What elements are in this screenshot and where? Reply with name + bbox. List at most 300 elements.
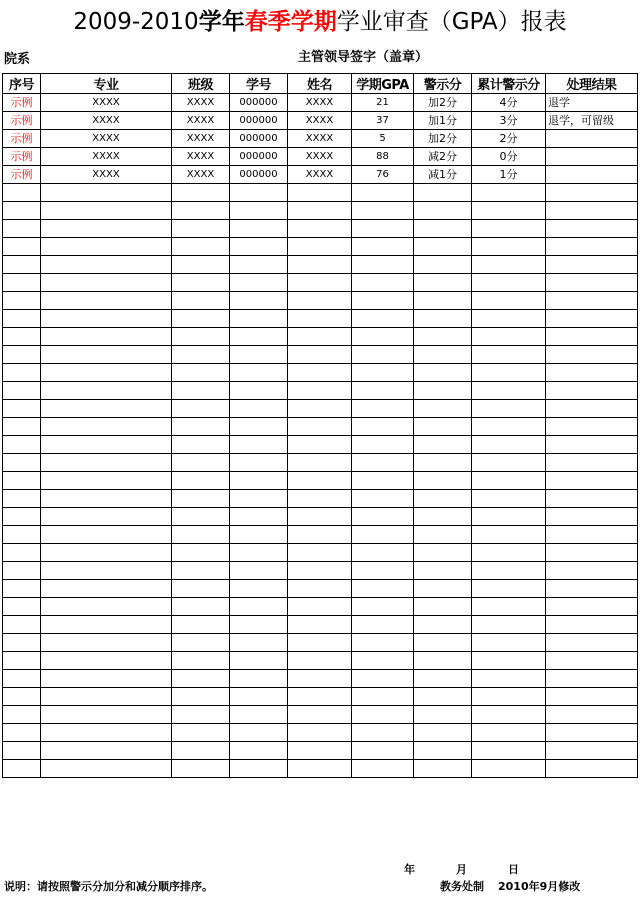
cell-seq: [3, 508, 41, 526]
table-row: [3, 634, 638, 652]
cell-major: [41, 184, 172, 202]
cell-warning: [414, 328, 472, 346]
cell-seq: 示例: [3, 94, 41, 112]
cell-warning: [414, 598, 472, 616]
cell-major: [41, 688, 172, 706]
cell-seq: [3, 616, 41, 634]
cell-major: [41, 724, 172, 742]
signature-label: 主管领导签字（盖章）: [298, 50, 429, 65]
cell-seq: [3, 724, 41, 742]
cell-seq: [3, 544, 41, 562]
cell-cumulative: [472, 328, 546, 346]
cell-result: [546, 364, 638, 382]
table-row: [3, 526, 638, 544]
cell-name: [288, 274, 352, 292]
col-header-student-id: 学号: [230, 74, 288, 94]
cell-student-id: [230, 616, 288, 634]
cell-name: [288, 634, 352, 652]
cell-warning: [414, 706, 472, 724]
table-row: [3, 472, 638, 490]
cell-seq: [3, 472, 41, 490]
cell-gpa: [352, 202, 414, 220]
cell-result: [546, 184, 638, 202]
cell-major: [41, 202, 172, 220]
cell-warning: [414, 382, 472, 400]
cell-gpa: [352, 724, 414, 742]
cell-result: [546, 274, 638, 292]
cell-warning: [414, 454, 472, 472]
cell-student-id: [230, 634, 288, 652]
cell-cumulative: [472, 562, 546, 580]
cell-gpa: [352, 706, 414, 724]
cell-gpa: [352, 490, 414, 508]
cell-cumulative: [472, 544, 546, 562]
cell-student-id: [230, 346, 288, 364]
cell-name: [288, 328, 352, 346]
cell-cumulative: [472, 598, 546, 616]
cell-warning: [414, 616, 472, 634]
cell-class: [172, 184, 230, 202]
cell-name: [288, 202, 352, 220]
cell-class: [172, 742, 230, 760]
table-row: [3, 166, 638, 184]
cell-gpa: [352, 544, 414, 562]
cell-warning: [414, 634, 472, 652]
cell-student-id: [230, 544, 288, 562]
cell-result: [546, 166, 638, 184]
cell-result: [546, 472, 638, 490]
cell-cumulative: [472, 202, 546, 220]
cell-class: [172, 328, 230, 346]
cell-student-id: [230, 652, 288, 670]
cell-name: [288, 292, 352, 310]
cell-class: [172, 418, 230, 436]
table-row: [3, 742, 638, 760]
cell-student-id: [230, 688, 288, 706]
cell-student-id: [230, 580, 288, 598]
cell-class: XXXX: [172, 166, 230, 184]
cell-gpa: [352, 652, 414, 670]
cell-class: XXXX: [172, 112, 230, 130]
cell-gpa: [352, 274, 414, 292]
table-row: [3, 310, 638, 328]
cell-student-id: [230, 220, 288, 238]
table-row: [3, 688, 638, 706]
cell-gpa: [352, 688, 414, 706]
cell-major: [41, 400, 172, 418]
cell-name: [288, 400, 352, 418]
cell-major: [41, 346, 172, 364]
cell-major: [41, 670, 172, 688]
cell-seq: [3, 706, 41, 724]
title-year: 2009-2010: [73, 9, 199, 35]
table-row: [3, 544, 638, 562]
table-row: [3, 346, 638, 364]
cell-result: [546, 526, 638, 544]
table-row: [3, 274, 638, 292]
cell-class: [172, 508, 230, 526]
cell-gpa: [352, 508, 414, 526]
cell-seq: [3, 760, 41, 778]
cell-gpa: [352, 526, 414, 544]
cell-class: [172, 346, 230, 364]
cell-seq: [3, 400, 41, 418]
cell-student-id: [230, 562, 288, 580]
cell-result: [546, 256, 638, 274]
date-line: [404, 861, 560, 877]
cell-name: [288, 688, 352, 706]
cell-result: [546, 724, 638, 742]
cell-cumulative: [472, 652, 546, 670]
cell-seq: [3, 274, 41, 292]
cell-seq: [3, 382, 41, 400]
cell-name: [288, 508, 352, 526]
cell-cumulative: [472, 742, 546, 760]
col-header-major: 专业: [41, 74, 172, 94]
table-row: [3, 454, 638, 472]
cell-cumulative: [472, 346, 546, 364]
cell-seq: [3, 562, 41, 580]
cell-major: [41, 706, 172, 724]
cell-warning: [414, 202, 472, 220]
cell-seq: [3, 454, 41, 472]
table-row: [3, 508, 638, 526]
cell-cumulative: 4分: [472, 94, 546, 112]
cell-class: [172, 526, 230, 544]
cell-gpa: [352, 256, 414, 274]
cell-name: [288, 652, 352, 670]
cell-name: [288, 616, 352, 634]
cell-seq: 示例: [3, 112, 41, 130]
table-row: [3, 724, 638, 742]
cell-warning: 加1分: [414, 112, 472, 130]
cell-student-id: [230, 238, 288, 256]
cell-major: [41, 562, 172, 580]
cell-cumulative: [472, 670, 546, 688]
cell-result: 退学: [546, 94, 638, 112]
cell-result: [546, 220, 638, 238]
table-row: [3, 418, 638, 436]
cell-major: [41, 436, 172, 454]
cell-major: [41, 634, 172, 652]
cell-gpa: 37: [352, 112, 414, 130]
cell-class: XXXX: [172, 130, 230, 148]
cell-gpa: 76: [352, 166, 414, 184]
cell-warning: 减1分: [414, 166, 472, 184]
cell-major: XXXX: [41, 148, 172, 166]
cell-seq: [3, 328, 41, 346]
cell-cumulative: 2分: [472, 130, 546, 148]
cell-gpa: [352, 760, 414, 778]
cell-warning: 减2分: [414, 148, 472, 166]
cell-warning: [414, 220, 472, 238]
cell-major: [41, 742, 172, 760]
cell-seq: [3, 202, 41, 220]
cell-warning: [414, 742, 472, 760]
cell-class: [172, 220, 230, 238]
cell-name: XXXX: [288, 166, 352, 184]
cell-name: [288, 382, 352, 400]
day-label: 日: [508, 863, 519, 876]
table-row: [3, 652, 638, 670]
cell-class: [172, 688, 230, 706]
col-header-seq: 序号: [3, 74, 41, 94]
cell-cumulative: [472, 184, 546, 202]
cell-class: [172, 652, 230, 670]
cell-result: [546, 742, 638, 760]
cell-seq: [3, 364, 41, 382]
cell-warning: [414, 490, 472, 508]
cell-result: [546, 292, 638, 310]
cell-class: [172, 724, 230, 742]
cell-student-id: 000000: [230, 166, 288, 184]
cell-major: [41, 418, 172, 436]
cell-student-id: [230, 256, 288, 274]
department-label: 院系: [4, 52, 31, 67]
cell-name: [288, 220, 352, 238]
cell-seq: [3, 220, 41, 238]
cell-class: [172, 562, 230, 580]
cell-name: [288, 562, 352, 580]
cell-cumulative: [472, 274, 546, 292]
table-row: [3, 436, 638, 454]
cell-gpa: [352, 472, 414, 490]
cell-major: XXXX: [41, 166, 172, 184]
cell-cumulative: [472, 724, 546, 742]
cell-student-id: [230, 292, 288, 310]
cell-seq: [3, 688, 41, 706]
cell-warning: [414, 346, 472, 364]
cell-major: [41, 256, 172, 274]
cell-student-id: [230, 274, 288, 292]
cell-class: [172, 436, 230, 454]
cell-result: [546, 544, 638, 562]
cell-cumulative: [472, 436, 546, 454]
cell-seq: [3, 256, 41, 274]
cell-seq: [3, 670, 41, 688]
cell-cumulative: 1分: [472, 166, 546, 184]
cell-name: [288, 580, 352, 598]
cell-warning: [414, 508, 472, 526]
cell-seq: [3, 418, 41, 436]
cell-result: [546, 310, 638, 328]
cell-class: [172, 256, 230, 274]
title-semester: 春季学期: [244, 9, 337, 35]
cell-name: [288, 724, 352, 742]
cell-cumulative: [472, 508, 546, 526]
table-row: [3, 490, 638, 508]
cell-result: [546, 688, 638, 706]
table-row: [3, 220, 638, 238]
cell-gpa: [352, 382, 414, 400]
cell-major: [41, 382, 172, 400]
cell-gpa: [352, 346, 414, 364]
table-row: [3, 130, 638, 148]
cell-warning: [414, 184, 472, 202]
cell-student-id: 000000: [230, 130, 288, 148]
cell-result: [546, 148, 638, 166]
table-row: [3, 184, 638, 202]
cell-student-id: [230, 724, 288, 742]
title-part1: 学年: [198, 9, 245, 35]
cell-student-id: [230, 202, 288, 220]
cell-gpa: [352, 562, 414, 580]
col-header-class: 班级: [172, 74, 230, 94]
cell-result: [546, 760, 638, 778]
cell-gpa: [352, 418, 414, 436]
gpa-report-table: [2, 73, 638, 778]
table-header-row: [3, 74, 638, 94]
cell-class: [172, 382, 230, 400]
cell-student-id: [230, 436, 288, 454]
cell-name: [288, 346, 352, 364]
cell-cumulative: [472, 220, 546, 238]
cell-warning: [414, 292, 472, 310]
cell-result: [546, 490, 638, 508]
cell-class: [172, 454, 230, 472]
cell-major: [41, 328, 172, 346]
cell-cumulative: [472, 526, 546, 544]
footer-note: 说明：请按照警示分加分和减分顺序排序。: [4, 880, 213, 893]
cell-result: [546, 706, 638, 724]
cell-name: [288, 760, 352, 778]
cell-result: [546, 580, 638, 598]
cell-gpa: [352, 292, 414, 310]
cell-cumulative: [472, 310, 546, 328]
table-row: [3, 580, 638, 598]
cell-result: [546, 634, 638, 652]
cell-class: [172, 472, 230, 490]
cell-result: [546, 418, 638, 436]
cell-cumulative: [472, 364, 546, 382]
cell-student-id: 000000: [230, 94, 288, 112]
cell-warning: [414, 652, 472, 670]
cell-major: [41, 292, 172, 310]
footer-office: [440, 878, 580, 894]
cell-class: [172, 238, 230, 256]
cell-gpa: [352, 580, 414, 598]
cell-student-id: 000000: [230, 148, 288, 166]
cell-student-id: [230, 508, 288, 526]
cell-seq: 示例: [3, 148, 41, 166]
cell-name: XXXX: [288, 148, 352, 166]
cell-result: [546, 670, 638, 688]
cell-name: [288, 454, 352, 472]
cell-major: [41, 364, 172, 382]
cell-name: [288, 544, 352, 562]
col-header-name: 姓名: [288, 74, 352, 94]
cell-gpa: 88: [352, 148, 414, 166]
cell-class: XXXX: [172, 148, 230, 166]
cell-result: [546, 508, 638, 526]
cell-name: [288, 490, 352, 508]
cell-cumulative: 0分: [472, 148, 546, 166]
table-row: [3, 202, 638, 220]
table-row: [3, 616, 638, 634]
cell-seq: [3, 580, 41, 598]
col-header-result: 处理结果: [546, 74, 638, 94]
cell-student-id: [230, 454, 288, 472]
table-row: [3, 94, 638, 112]
title-part3: 学业审查（GPA）报表: [336, 9, 567, 35]
cell-result: [546, 454, 638, 472]
cell-cumulative: [472, 238, 546, 256]
cell-student-id: [230, 706, 288, 724]
cell-student-id: [230, 418, 288, 436]
cell-class: [172, 760, 230, 778]
cell-cumulative: [472, 688, 546, 706]
cell-name: [288, 418, 352, 436]
cell-seq: [3, 238, 41, 256]
cell-major: [41, 598, 172, 616]
cell-major: [41, 580, 172, 598]
cell-name: [288, 364, 352, 382]
cell-major: [41, 310, 172, 328]
cell-class: [172, 490, 230, 508]
col-header-gpa: 学期GPA: [352, 74, 414, 94]
cell-cumulative: [472, 490, 546, 508]
table-row: [3, 292, 638, 310]
cell-warning: [414, 670, 472, 688]
cell-cumulative: [472, 616, 546, 634]
cell-student-id: [230, 490, 288, 508]
cell-name: [288, 436, 352, 454]
cell-major: [41, 490, 172, 508]
cell-student-id: [230, 184, 288, 202]
cell-student-id: [230, 472, 288, 490]
cell-seq: [3, 436, 41, 454]
table-row: [3, 364, 638, 382]
table-row: [3, 382, 638, 400]
cell-seq: [3, 526, 41, 544]
table-row: [3, 598, 638, 616]
cell-major: [41, 616, 172, 634]
cell-student-id: [230, 310, 288, 328]
cell-name: [288, 526, 352, 544]
cell-seq: [3, 652, 41, 670]
month-label: 月: [456, 863, 467, 876]
cell-class: [172, 616, 230, 634]
cell-cumulative: [472, 256, 546, 274]
cell-gpa: [352, 364, 414, 382]
cell-seq: [3, 184, 41, 202]
cell-gpa: [352, 436, 414, 454]
report-title: [0, 6, 640, 38]
table-row: [3, 328, 638, 346]
cell-name: [288, 472, 352, 490]
cell-major: [41, 760, 172, 778]
cell-class: XXXX: [172, 94, 230, 112]
cell-result: [546, 346, 638, 364]
col-header-cumulative: 累计警示分: [472, 74, 546, 94]
cell-name: [288, 670, 352, 688]
cell-student-id: [230, 526, 288, 544]
cell-class: [172, 310, 230, 328]
cell-major: [41, 508, 172, 526]
cell-warning: [414, 238, 472, 256]
cell-class: [172, 706, 230, 724]
cell-gpa: [352, 238, 414, 256]
cell-name: [288, 184, 352, 202]
cell-warning: [414, 724, 472, 742]
cell-cumulative: [472, 634, 546, 652]
cell-student-id: [230, 598, 288, 616]
cell-result: [546, 562, 638, 580]
cell-warning: [414, 526, 472, 544]
cell-gpa: [352, 670, 414, 688]
cell-cumulative: [472, 760, 546, 778]
cell-warning: [414, 364, 472, 382]
